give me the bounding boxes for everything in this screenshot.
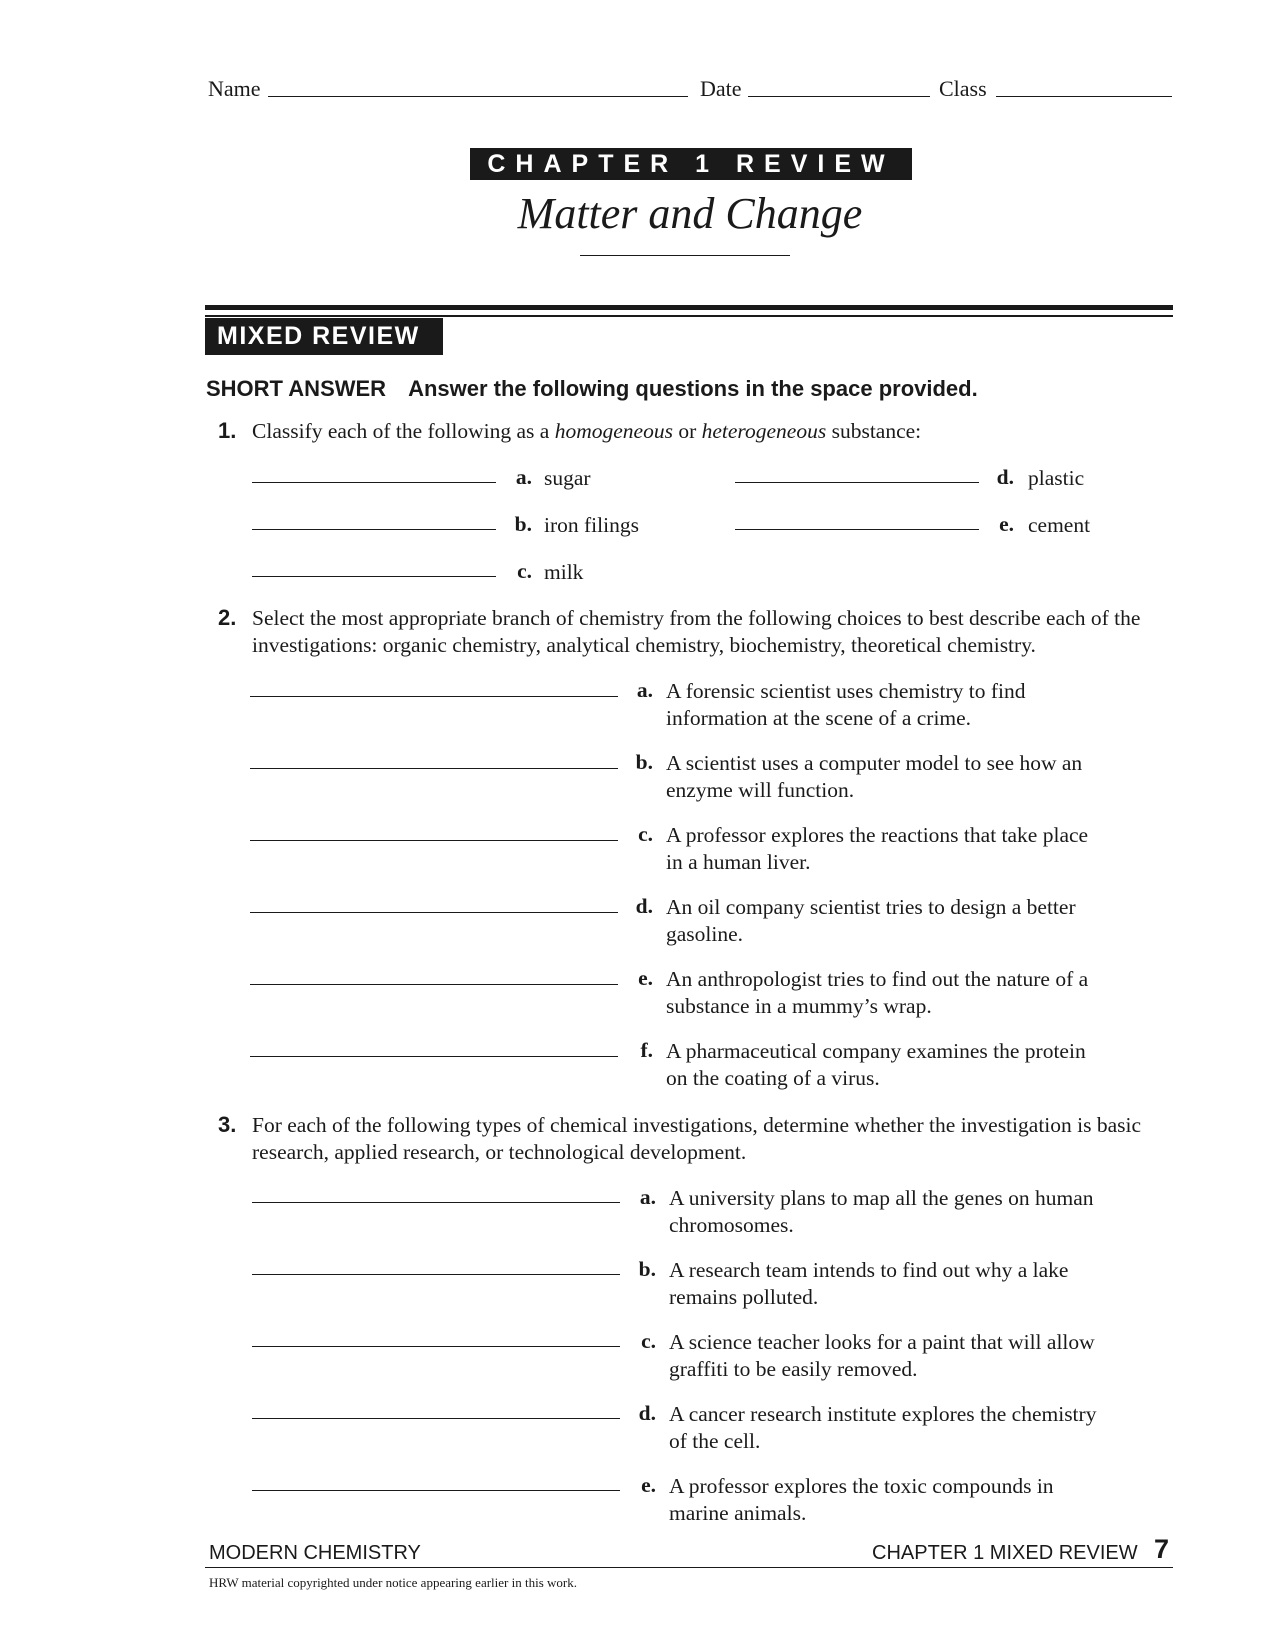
list-item: A professor explores the reactions that take place <box>666 823 1089 847</box>
item-letter: b. <box>638 1257 656 1281</box>
section-tag: MIXED REVIEW <box>205 318 443 355</box>
list-item-cont: graffiti to be easily removed. <box>669 1357 918 1381</box>
question-number: 1. <box>218 418 237 443</box>
list-item: A professor explores the toxic compounds in <box>669 1474 1054 1498</box>
answer-line[interactable] <box>252 576 496 577</box>
item-letter: a. <box>639 1185 656 1209</box>
chapter-title: Matter and Change <box>517 189 863 238</box>
item-letter: c. <box>517 559 532 583</box>
item-letter: c. <box>638 822 653 846</box>
list-item: plastic <box>1028 466 1085 490</box>
list-item-cont: chromosomes. <box>669 1213 794 1237</box>
section-rule-thin <box>205 315 1173 317</box>
name-field[interactable] <box>268 96 688 97</box>
list-item: A pharmaceutical company examines the protein <box>666 1039 1086 1063</box>
list-item: iron filings <box>544 513 639 537</box>
name-label: Name <box>208 76 261 101</box>
item-letter: e. <box>638 966 653 990</box>
list-item-cont: marine animals. <box>669 1501 807 1525</box>
list-item: A forensic scientist uses chemistry to find <box>666 679 1026 703</box>
item-letter: d. <box>638 1401 656 1425</box>
list-item-cont: enzyme will function. <box>666 778 855 802</box>
list-item: milk <box>544 560 584 584</box>
answer-line[interactable] <box>252 1346 620 1347</box>
answer-line[interactable] <box>250 984 618 985</box>
title-underline <box>580 255 790 256</box>
item-letter: d. <box>996 465 1014 489</box>
list-item: A science teacher looks for a paint that will allow <box>669 1330 1095 1354</box>
item-letter: c. <box>641 1329 656 1353</box>
list-item-cont: in a human liver. <box>666 850 811 874</box>
answer-line[interactable] <box>735 482 979 483</box>
answer-line[interactable] <box>250 696 618 697</box>
copyright-notice: HRW material copyrighted under notice appearing earlier in this work. <box>209 1575 577 1590</box>
question-text: For each of the following types of chemical investigations, determine whether the investigation is basic research, applied research, or technological development. <box>252 1113 1142 1164</box>
instructions <box>206 376 978 402</box>
answer-line[interactable] <box>250 912 618 913</box>
list-item-cont: of the cell. <box>669 1429 761 1453</box>
list-item: A university plans to map all the genes on human <box>669 1186 1094 1210</box>
footer-section-title: CHAPTER 1 MIXED REVIEW <box>872 1542 1138 1564</box>
footer-book-title: MODERN CHEMISTRY <box>209 1542 421 1564</box>
list-item-cont: on the coating of a virus. <box>666 1066 880 1090</box>
item-letter: f. <box>640 1038 653 1062</box>
list-item-cont: remains polluted. <box>669 1285 819 1309</box>
term-homogeneous: homogeneous <box>554 419 673 443</box>
list-item: cement <box>1028 513 1091 537</box>
question-number: 3. <box>218 1112 237 1137</box>
list-item: sugar <box>544 466 591 490</box>
answer-line[interactable] <box>252 1490 620 1491</box>
list-item-cont: substance in a mummy’s wrap. <box>666 994 932 1018</box>
item-letter: b. <box>514 512 532 536</box>
answer-line[interactable] <box>252 1274 620 1275</box>
term-heterogeneous: heterogeneous <box>701 419 827 443</box>
answer-line[interactable] <box>252 1418 620 1419</box>
question-number: 2. <box>218 605 237 630</box>
item-letter: b. <box>635 750 653 774</box>
list-item: An oil company scientist tries to design a better <box>666 895 1076 919</box>
answer-line[interactable] <box>735 529 979 530</box>
answer-line[interactable] <box>250 1056 618 1057</box>
item-letter: e. <box>641 1473 656 1497</box>
item-letter: a. <box>636 678 653 702</box>
date-label: Date <box>700 76 742 101</box>
list-item-cont: gasoline. <box>666 922 744 946</box>
date-field[interactable] <box>748 96 930 97</box>
list-item: A cancer research institute explores the chemistry <box>669 1402 1097 1426</box>
instructions-text: Answer the following questions in the space provided. <box>408 376 978 401</box>
list-item: An anthropologist tries to find out the nature of a <box>666 967 1089 991</box>
answer-line[interactable] <box>252 1202 620 1203</box>
footer-rule <box>205 1567 1173 1568</box>
chapter-banner: CHAPTER 1 REVIEW <box>470 148 912 180</box>
answer-line[interactable] <box>250 768 618 769</box>
item-letter: a. <box>515 465 532 489</box>
section-rule-thick <box>205 305 1173 310</box>
item-letter: e. <box>999 512 1014 536</box>
list-item-cont: information at the scene of a crime. <box>666 706 972 730</box>
class-field[interactable] <box>996 96 1172 97</box>
question-text: Select the most appropriate branch of chemistry from the following choices to best describe each of the investigations: organic chemistry, analytical chemistry, biochemistry, theoretical chemistry. <box>252 606 1141 657</box>
question-text: Classify each of the following as a homogeneous or heterogeneous substance: <box>252 419 922 443</box>
class-label: Class <box>939 76 987 101</box>
answer-line[interactable] <box>250 840 618 841</box>
answer-line[interactable] <box>252 482 496 483</box>
list-item: A research team intends to find out why a lake <box>669 1258 1069 1282</box>
answer-line[interactable] <box>252 529 496 530</box>
item-letter: d. <box>635 894 653 918</box>
list-item: A scientist uses a computer model to see how an <box>666 751 1083 775</box>
page-number: 7 <box>1154 1534 1170 1564</box>
instructions-type: SHORT ANSWER <box>206 376 387 401</box>
